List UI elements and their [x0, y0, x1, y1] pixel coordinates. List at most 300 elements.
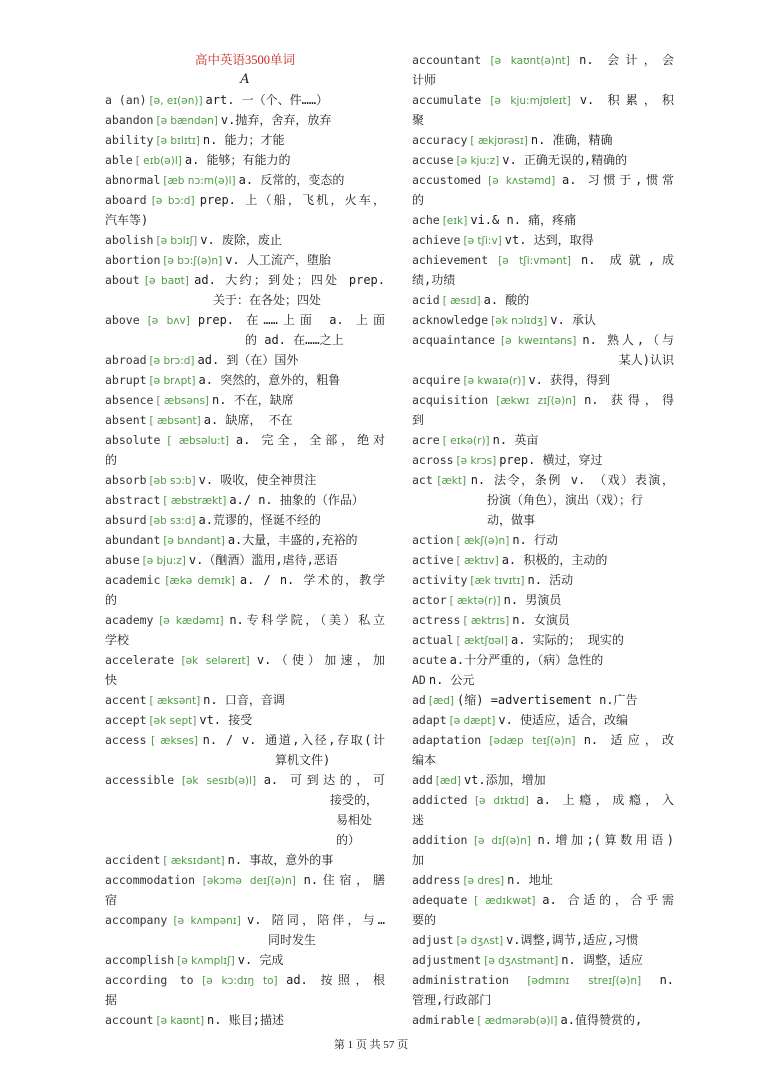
phonetic: [əb sɔ:b] — [149, 475, 196, 487]
phonetic: [ə tʃi:vmənt] — [498, 255, 571, 267]
entry-line — [412, 650, 674, 670]
entry-continuation — [105, 330, 385, 350]
phonetic: [ək nɔlɪdʒ] — [491, 315, 548, 327]
entry-continuation — [105, 790, 385, 810]
definition: v. 陪同，陪伴，与… — [246, 913, 386, 927]
headword: add — [412, 773, 433, 787]
entry-line — [105, 970, 385, 990]
entry-line — [412, 670, 674, 690]
phonetic: [æd] — [428, 695, 455, 707]
entry-line — [105, 870, 385, 890]
headword: adaptation — [412, 733, 482, 747]
definition: a. 习惯于,惯常 — [562, 173, 675, 187]
definition: n. 熟人,（与 — [582, 333, 674, 347]
phonetic: [ə, eɪ(ən)] — [149, 95, 203, 107]
entry-continuation — [105, 810, 385, 830]
entry-line — [105, 650, 385, 670]
definition: n. 会计，会 — [579, 53, 674, 67]
phonetic: [ə brʌpt] — [149, 375, 196, 387]
section-letter: A — [240, 72, 250, 87]
phonetic: [ə dɪʃ(ə)n] — [473, 835, 531, 847]
definition: (缩) =advertisement n.广告 — [457, 693, 638, 707]
headword: adequate — [412, 893, 468, 907]
entry-line — [105, 350, 385, 370]
definition: n. 法令，条例 v. （戏）表演， — [470, 473, 675, 487]
phonetic: [ə kaʊnt(ə)nt] — [490, 55, 570, 67]
phonetic: [ə kʌstəmd] — [488, 175, 556, 187]
headword: abnormal — [105, 173, 161, 187]
headword: absent — [105, 413, 147, 427]
definition: vt.添加，增加 — [463, 773, 546, 787]
phonetic: [ə kaʊnt] — [156, 1015, 205, 1027]
phonetic: [ə tʃi:v] — [463, 235, 502, 247]
entry-line — [412, 630, 674, 650]
definition: v.调整,调节,适应,习惯 — [506, 933, 639, 947]
entry-line — [412, 550, 674, 570]
entry-line — [105, 130, 385, 150]
phonetic: [ækt] — [437, 475, 467, 487]
definition: art. 一（个、件……） — [205, 93, 329, 107]
headword: abstract — [105, 493, 161, 507]
entry-continuation — [105, 830, 385, 850]
headword: accomplish — [105, 953, 175, 967]
headword: absolute — [105, 433, 161, 447]
definition-continued: 管理,行政部门 — [412, 993, 492, 1007]
phonetic: [ə dʒʌstmənt] — [484, 955, 559, 967]
definition: v. 人工流产，堕胎 — [225, 253, 331, 267]
definition-continued: 某人)认识 — [618, 353, 674, 367]
definition-continued: 的） — [336, 833, 361, 847]
definition: a. 合适的，合乎需 — [542, 893, 675, 907]
definition: vi.& n. 痛，疼痛 — [470, 213, 577, 227]
entry-continuation — [105, 750, 385, 770]
entry-line — [105, 910, 385, 930]
headword: absence — [105, 393, 154, 407]
entry-continuation — [412, 490, 674, 510]
entry-continuation — [412, 750, 674, 770]
phonetic: [ æbsəns] — [156, 395, 210, 407]
entry-continuation — [105, 990, 385, 1010]
definition: n. 适应，改 — [583, 733, 675, 747]
headword: administration — [412, 973, 509, 987]
headword: acquire — [412, 373, 461, 387]
definition: prep. 在……上面 a. 上面 — [197, 313, 386, 327]
page-footer: 第 1 页 共 57 页 — [333, 1039, 409, 1051]
headword: abortion — [105, 253, 161, 267]
headword: accuse — [412, 153, 454, 167]
headword: AD — [412, 673, 426, 687]
entry-line — [105, 730, 385, 750]
headword: abandon — [105, 113, 154, 127]
entry-continuation — [105, 630, 385, 650]
entry-continuation — [105, 890, 385, 910]
entry-line — [105, 490, 385, 510]
phonetic: [əkɔmə deɪʃ(ə)n] — [202, 875, 296, 887]
phonetic: [ə dres] — [463, 875, 505, 887]
headword: access — [105, 733, 147, 747]
definition: a. 缺席， 不在 — [203, 413, 293, 427]
definition: n. 行动 — [512, 533, 558, 547]
definition: n.住宿，膳 — [303, 873, 385, 887]
headword: accuracy — [412, 133, 468, 147]
entry-line — [412, 610, 674, 630]
definition-continued: 聚 — [412, 113, 425, 127]
entry-line — [412, 950, 674, 970]
page-title: 高中英语3500单词 — [194, 53, 295, 67]
phonetic: [ək sept] — [149, 715, 197, 727]
definition: prep. 横过，穿过 — [499, 453, 603, 467]
phonetic: [ækə demɪk] — [165, 575, 235, 587]
entry-line — [105, 850, 385, 870]
headword: abrupt — [105, 373, 147, 387]
definition-continued: 关于：在各处；四处 — [213, 293, 322, 307]
headword: accommodation — [105, 873, 196, 887]
phonetic: [ eɪb(ə)l] — [135, 155, 182, 167]
definition: n. 公元 — [428, 673, 475, 687]
definition: n. 准确，精确 — [530, 133, 613, 147]
entry-continuation — [412, 910, 674, 930]
definition: a.值得赞赏的, — [560, 1013, 643, 1027]
entry-line — [105, 370, 385, 390]
definition: ad. 大约；到处；四处 prep. — [194, 273, 386, 287]
definition-continued: 迷 — [412, 813, 425, 827]
entry-line — [412, 470, 674, 490]
entry-line — [105, 310, 385, 330]
definition: a. 积极的，主动的 — [501, 553, 608, 567]
headword: adapt — [412, 713, 447, 727]
headword: addicted — [412, 793, 468, 807]
definition: n. 女演员 — [512, 613, 570, 627]
entry-continuation — [412, 510, 674, 530]
definition-continued: 宿 — [105, 893, 118, 907]
phonetic: [ə dɪktɪd] — [474, 795, 529, 807]
phonetic: [ə brɔ:d] — [149, 355, 195, 367]
definition: ad. 按照，根 — [286, 973, 386, 987]
headword: actor — [412, 593, 447, 607]
phonetic: [ə kweɪntəns] — [501, 335, 577, 347]
phonetic: [æd] — [435, 775, 461, 787]
definition: n. 调整，适应 — [561, 953, 643, 967]
entry-line — [412, 250, 674, 270]
phonetic: [ə kʌmpənɪ] — [173, 915, 241, 927]
entry-line — [412, 50, 674, 70]
entry-continuation — [105, 930, 385, 950]
definition: a.大量，丰盛的,充裕的 — [227, 533, 358, 547]
entry-line — [105, 610, 385, 630]
definition-continued: 的 — [105, 593, 118, 607]
definition-continued: 的 — [412, 193, 425, 207]
entry-line — [412, 770, 674, 790]
entry-continuation — [412, 190, 674, 210]
definition: a. / n. 学术的，教学 — [239, 573, 386, 587]
entry-continuation — [412, 110, 674, 130]
phonetic: [ æksɪdənt] — [163, 855, 225, 867]
definition-continued: 的 ad. 在……之上 — [245, 333, 344, 347]
definition: n. 获得，得 — [584, 393, 675, 407]
definition: vt. 达到，取得 — [504, 233, 594, 247]
entry-line — [105, 410, 385, 430]
definition-continued: 的 — [105, 453, 118, 467]
entry-continuation — [412, 270, 674, 290]
definition: v. 使适应，适合，改编 — [498, 713, 629, 727]
phonetic: [ækwɪ zɪʃ(ə)n] — [496, 395, 576, 407]
entry-line — [412, 170, 674, 190]
phonetic: [ə krɔs] — [456, 455, 497, 467]
entry-continuation — [412, 850, 674, 870]
headword: activity — [412, 573, 468, 587]
phonetic: [ə bʌndənt] — [163, 535, 225, 547]
definition: prep. 上（船，飞机，火车， — [199, 193, 386, 207]
entry-line — [412, 290, 674, 310]
entry-line — [412, 970, 674, 990]
entry-line — [412, 1010, 674, 1030]
headword: achievement — [412, 253, 489, 267]
phonetic: [əb sɜ:d] — [149, 515, 196, 527]
phonetic: [ə bɔlɪʃ] — [156, 235, 198, 247]
phonetic: [ək seləreɪt] — [181, 655, 250, 667]
left-column — [105, 50, 385, 1030]
headword: adjustment — [412, 953, 482, 967]
definition: v. 正确无误的,精确的 — [502, 153, 628, 167]
definition-continued: 加 — [412, 853, 425, 867]
phonetic: [ æktə(r)] — [449, 595, 501, 607]
headword: actress — [412, 613, 461, 627]
headword: account — [105, 1013, 154, 1027]
definition: n. 能力；才能 — [202, 133, 285, 147]
definition: n. 事故，意外的事 — [227, 853, 334, 867]
entry-line — [412, 310, 674, 330]
headword: absurd — [105, 513, 147, 527]
definition: n. 口音，音调 — [203, 693, 285, 707]
entry-continuation — [105, 590, 385, 610]
definition: v. 获得，得到 — [528, 373, 611, 387]
headword: about — [105, 273, 140, 287]
headword: absorb — [105, 473, 147, 487]
headword: abuse — [105, 553, 140, 567]
headword: accompany — [105, 913, 168, 927]
definition: n.专科学院，（美）私立 — [229, 613, 386, 627]
entry-line — [412, 690, 674, 710]
entry-continuation — [105, 290, 385, 310]
entry-line — [105, 470, 385, 490]
phonetic: [ ædɪkwət] — [474, 895, 536, 907]
headword: accustomed — [412, 173, 482, 187]
entry-line — [105, 1010, 385, 1030]
entry-line — [412, 830, 674, 850]
phonetic: [ æktrɪs] — [463, 615, 510, 627]
entry-line — [412, 330, 674, 350]
headword: acid — [412, 293, 440, 307]
entry-line — [105, 230, 385, 250]
headword: accumulate — [412, 93, 482, 107]
entry-line — [412, 370, 674, 390]
entry-line — [412, 710, 674, 730]
entry-line — [105, 90, 385, 110]
entry-line — [105, 190, 385, 210]
phonetic: [æb nɔ:m(ə)l] — [163, 175, 236, 187]
headword: acre — [412, 433, 440, 447]
phonetic: [ə dæpt] — [449, 715, 496, 727]
headword: above — [105, 313, 140, 327]
definition: v.（使）加速，加 — [256, 653, 385, 667]
definition-continued: 同时发生 — [268, 933, 317, 947]
entry-line — [412, 890, 674, 910]
entry-line — [412, 530, 674, 550]
phonetic: [ə kju:mjʊleɪt] — [490, 95, 571, 107]
phonetic: [ æbsənt] — [149, 415, 201, 427]
entry-continuation — [105, 210, 385, 230]
definition: n. 成就,成 — [581, 253, 675, 267]
headword: able — [105, 153, 133, 167]
headword: across — [412, 453, 454, 467]
phonetic: [ə bʌv] — [147, 315, 190, 327]
phonetic: [ æksənt] — [149, 695, 201, 707]
headword: ad — [412, 693, 426, 707]
phonetic: [ə bju:z] — [142, 555, 186, 567]
entry-line — [105, 270, 385, 290]
definition-continued: 快 — [105, 673, 118, 687]
entry-line — [412, 90, 674, 110]
entry-continuation — [412, 990, 674, 1010]
headword: aboard — [105, 193, 147, 207]
phonetic: [ ækʃ(ə)n] — [456, 535, 510, 547]
phonetic: [ eɪkə(r)] — [442, 435, 490, 447]
right-column — [412, 50, 674, 1030]
entry-line — [105, 710, 385, 730]
headword: abolish — [105, 233, 154, 247]
phonetic: [ ædmərəb(ə)l] — [477, 1015, 558, 1027]
entry-line — [412, 430, 674, 450]
phonetic: [ə kwaɪə(r)] — [463, 375, 526, 387]
phonetic: [ æbsəlu:t] — [167, 435, 229, 447]
definition: v. 承认 — [550, 313, 596, 327]
definition: v.（酗酒）滥用,虐待,恶语 — [188, 553, 338, 567]
headword: action — [412, 533, 454, 547]
headword: abundant — [105, 533, 161, 547]
entry-line — [412, 570, 674, 590]
headword: ache — [412, 213, 440, 227]
headword: acquisition — [412, 393, 489, 407]
headword: accept — [105, 713, 147, 727]
entry-line — [105, 950, 385, 970]
entry-line — [105, 250, 385, 270]
definition: v. 吸收，使全神贯注 — [198, 473, 317, 487]
definition: ad. 到（在）国外 — [197, 353, 299, 367]
phonetic: [ə kju:z] — [456, 155, 500, 167]
entry-line — [412, 930, 674, 950]
entry-line — [412, 590, 674, 610]
definition: v. 积累，积 — [579, 93, 674, 107]
entry-continuation — [412, 410, 674, 430]
phonetic: [ə bɔ:ʃ(ə)n] — [163, 255, 223, 267]
headword: accelerate — [105, 653, 175, 667]
definition: n. 账目;描述 — [207, 1013, 284, 1027]
headword: academic — [105, 573, 161, 587]
phonetic: [ ækjʊrəsɪ] — [470, 135, 528, 147]
entry-continuation — [105, 450, 385, 470]
entry-line — [105, 150, 385, 170]
phonetic: [ə bɪlɪtɪ] — [156, 135, 200, 147]
definition: a. 上瘾，成瘾，入 — [536, 793, 674, 807]
headword: acknowledge — [412, 313, 489, 327]
definition: a.荒谬的，怪诞不经的 — [198, 513, 321, 527]
definition: n.增加;(算数用语) — [537, 833, 675, 847]
definition-continued: 扮演（角色），演出（戏）；行 — [487, 493, 644, 507]
headword: address — [412, 873, 461, 887]
phonetic: [ æktɪv] — [456, 555, 499, 567]
entry-line — [105, 690, 385, 710]
definition: a. 突然的，意外的，粗鲁 — [198, 373, 341, 387]
headword: accent — [105, 693, 147, 707]
definition: v. 废除，废止 — [200, 233, 282, 247]
headword: addition — [412, 833, 468, 847]
definition: n. / v. 通道,入径,存取(计 — [202, 733, 385, 747]
definition: a. 完全，全部，绝对 — [235, 433, 386, 447]
definition: n. 英亩 — [492, 433, 539, 447]
entry-line — [412, 130, 674, 150]
headword: act — [412, 473, 433, 487]
phonetic: [ə bændən] — [156, 115, 218, 127]
definition-continued: 学校 — [105, 633, 130, 647]
entry-line — [412, 790, 674, 810]
definition-continued: 绩,功绩 — [412, 273, 456, 287]
headword: abroad — [105, 353, 147, 367]
headword: active — [412, 553, 454, 567]
definition-continued: 计师 — [412, 73, 437, 87]
definition: n. 地址 — [507, 873, 553, 887]
definition-continued: 到 — [412, 413, 425, 427]
entry-line — [105, 510, 385, 530]
headword: adjust — [412, 933, 454, 947]
definition: a./ n. 抽象的（作品） — [229, 493, 364, 507]
entry-line — [105, 170, 385, 190]
definition-continued: 汽车等) — [105, 213, 149, 227]
definition: n. 男演员 — [503, 593, 562, 607]
entry-line — [105, 550, 385, 570]
definition: a. 实际的； 现实的 — [510, 633, 624, 647]
definition: a. 可到达的，可 — [263, 773, 385, 787]
definition: v. 完成 — [237, 953, 284, 967]
definition-continued: 易相处 — [336, 813, 373, 827]
phonetic: [ə baʊt] — [144, 275, 189, 287]
entry-line — [105, 430, 385, 450]
entry-line — [105, 570, 385, 590]
definition-continued: 据 — [105, 993, 118, 1007]
entry-line — [412, 150, 674, 170]
definition: a.十分严重的,（病）急性的 — [449, 653, 604, 667]
phonetic: [ədmɪnɪ streɪʃ(ə)n] — [527, 975, 642, 987]
definition-continued: 要的 — [412, 913, 437, 927]
definition-continued: 接受的， — [330, 793, 379, 807]
entry-continuation — [412, 350, 674, 370]
entry-line — [412, 390, 674, 410]
definition: v.抛弃，舍弃，放弃 — [220, 113, 332, 127]
headword: acute — [412, 653, 447, 667]
headword: accountant — [412, 53, 482, 67]
headword: ability — [105, 133, 154, 147]
entry-line — [105, 110, 385, 130]
headword: accident — [105, 853, 161, 867]
entry-line — [412, 870, 674, 890]
headword: admirable — [412, 1013, 475, 1027]
entry-line — [412, 230, 674, 250]
phonetic: [eɪk] — [442, 215, 468, 227]
phonetic: [ə kædəmɪ] — [159, 615, 224, 627]
phonetic: [ək sesɪb(ə)l] — [181, 775, 257, 787]
phonetic: [ æbstrækt] — [163, 495, 227, 507]
entry-line — [105, 530, 385, 550]
definition: n. — [659, 973, 675, 987]
